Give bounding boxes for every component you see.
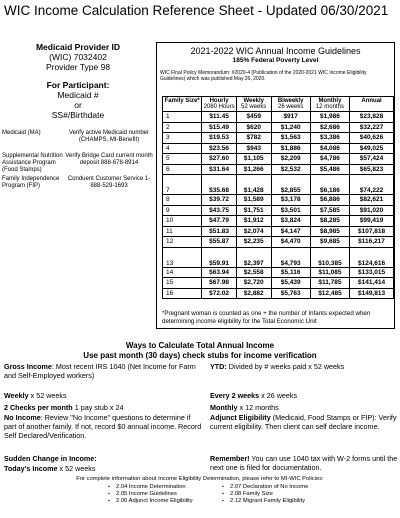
guidelines-subheading: 185% Federal Poverty Level [232, 57, 319, 64]
income-cell: $124,616 [350, 247, 394, 267]
income-guidelines-box [156, 42, 395, 329]
ways-subtitle: Use past month (30 days) check stubs for income verification [83, 351, 317, 360]
family-size-cell: 4 [163, 143, 202, 154]
program-name: Supplemental Nutrition Assistance Program (Food Stamps) [2, 153, 63, 173]
income-cell: $39.72 [202, 195, 237, 206]
income-cell: $11.45 [202, 112, 237, 123]
table-row [163, 205, 394, 216]
income-cell: $82,621 [350, 195, 394, 206]
income-cell: $1,986 [310, 112, 349, 123]
guidelines-memo: WIC Final Policy Memorandum: #2020-4 (Publication of the 2020-2021 WIC Income Eligibility Guidelines) which was published May 26, 2020. [160, 70, 367, 82]
income-cell: $2,074 [236, 226, 271, 237]
income-cell: $2,235 [236, 237, 271, 248]
income-cell: $11,085 [310, 267, 349, 278]
family-size-cell: 10 [163, 216, 202, 227]
page-title: WIC Income Calculation Reference Sheet - Updated 06/30/2021 [4, 3, 389, 18]
income-cell: $3,824 [271, 216, 310, 227]
income-cell: $11,785 [310, 278, 349, 289]
income-cell: $49,025 [350, 143, 394, 154]
income-cell: $32,227 [350, 122, 394, 133]
program-contact: Conduent Customer Service 1-888-529-1693 [67, 176, 151, 189]
ways-title: Ways to Calculate Total Annual Income [125, 341, 275, 350]
family-size-cell: 15 [163, 278, 202, 289]
family-size-cell: 13 [163, 247, 202, 267]
income-cell: $3,386 [310, 133, 349, 144]
income-cell: $1,886 [271, 143, 310, 154]
income-cell: $8,985 [310, 226, 349, 237]
income-cell: $4,086 [310, 143, 349, 154]
income-cell: $2,855 [271, 175, 310, 195]
income-cell: $2,532 [271, 164, 310, 175]
income-cell: $35.68 [202, 175, 237, 195]
income-cell: $107,818 [350, 226, 394, 237]
income-cell: $2,686 [310, 122, 349, 133]
income-cell: $15.49 [202, 122, 237, 133]
gross-income-text: Gross Income: Most recent IRS 1040 (Net Income for Farm and Self-Employed workers) [4, 362, 196, 380]
table-row [163, 133, 394, 144]
policy-item: ▪ 2.07 Declaration of No Income [222, 484, 308, 491]
income-cell: $55.87 [202, 237, 237, 248]
provider-type: Provider Type 98 [45, 62, 111, 72]
income-cell: $10,385 [310, 247, 349, 267]
todays-income-text: Today's Income x 52 weeks [4, 464, 96, 473]
income-cell: $6,186 [310, 175, 349, 195]
income-cell: $1,240 [271, 122, 310, 133]
table-row [163, 122, 394, 133]
program-contact: Verify active Medicaid number (CHAMPS, MI-Benefit) [68, 130, 150, 143]
family-size-cell: 1 [163, 112, 202, 123]
pregnancy-note: *Pregnant woman is counted as one + the number of Infants expected when determining income eligibility for the Total Economic Unit [162, 310, 371, 325]
policy-item: ▪ 2.06 Adjunct Income Eligibility [108, 498, 193, 505]
income-cell: $116,217 [350, 237, 394, 248]
contact-panel [2, 42, 154, 190]
family-size-cell: 16 [163, 288, 202, 299]
table-row [163, 278, 394, 289]
ytd-text: YTD: Divided by # weeks paid x 52 weeks [210, 362, 345, 371]
income-cell: $57,424 [350, 154, 394, 165]
family-size-cell: 11 [163, 226, 202, 237]
policy-item: ▪ 2.08 Family Size [222, 491, 308, 498]
income-cell: $4,786 [310, 154, 349, 165]
income-cell: $8,285 [310, 216, 349, 227]
income-cell: $40,626 [350, 133, 394, 144]
program-row-snap [2, 153, 154, 174]
income-cell: $51.83 [202, 226, 237, 237]
policy-list-left [108, 484, 193, 506]
income-cell: $91,020 [350, 205, 394, 216]
income-cell: $47.79 [202, 216, 237, 227]
income-cell: $1,266 [236, 164, 271, 175]
income-cell: $1,105 [236, 154, 271, 165]
column-header: Hourly 2080 Hours [203, 98, 235, 110]
income-cell: $5,486 [310, 164, 349, 175]
income-cell: $2,720 [236, 278, 271, 289]
income-cell: $2,209 [271, 154, 310, 165]
income-cell: $27.60 [202, 154, 237, 165]
income-cell: $4,793 [271, 247, 310, 267]
adjunct-eligibility-text: Adjunct Eligibility (Medicaid, Food Stamps or FIP): Verify current eligibility. Then client can self declare income. [210, 413, 397, 431]
income-cell: $67.98 [202, 278, 237, 289]
income-cell: $43.75 [202, 205, 237, 216]
table-row [163, 112, 394, 123]
table-row [163, 237, 394, 248]
participant-heading: For Participant: [46, 80, 110, 90]
program-row-fip [2, 176, 154, 190]
income-cell: $459 [236, 112, 271, 123]
provider-heading: Medicaid Provider ID [35, 42, 121, 52]
income-cell: $2,882 [236, 288, 271, 299]
participant-line3: SS#/Birthdate [51, 110, 105, 120]
table-row [163, 175, 394, 195]
column-header: Annual [350, 97, 394, 112]
program-name: Family Independence Program (FIP) [2, 176, 60, 189]
participant-line2: or [74, 100, 82, 110]
income-cell: $5,763 [271, 288, 310, 299]
policy-intro: For complete information about Income Eligibility Determination, please refer to MI-WIC Policies: [76, 476, 324, 482]
income-cell: $1,563 [271, 133, 310, 144]
table-row [163, 247, 394, 267]
table-row [163, 143, 394, 154]
income-cell: $5,439 [271, 278, 310, 289]
table-row [163, 288, 394, 299]
participant-line1: Medicaid # [57, 90, 99, 100]
table-header-row [163, 97, 394, 112]
income-cell: $23.56 [202, 143, 237, 154]
income-cell: $141,414 [350, 278, 394, 289]
policy-item: ▪ 2.05 Income Guidelines [108, 491, 193, 498]
income-cell: $3,178 [271, 195, 310, 206]
policy-item: ▪ 2.04 Income Determination [108, 484, 193, 491]
income-cell: $782 [236, 133, 271, 144]
income-cell: $9,685 [310, 237, 349, 248]
income-cell: $31.64 [202, 164, 237, 175]
program-contact: Verify Bridge Card current month deposit 888-678-8914 [65, 153, 153, 166]
table-row [163, 154, 394, 165]
family-size-cell: 8 [163, 195, 202, 206]
column-header: Family Size* [163, 97, 202, 112]
two-checks-text: 2 Checks per month 1 pay stub x 24 [4, 403, 124, 412]
income-table [162, 96, 394, 299]
income-cell: $1,751 [236, 205, 271, 216]
ways-heading [0, 341, 400, 361]
income-cell: $74,222 [350, 175, 394, 195]
column-header: Weekly 52 weeks [236, 97, 271, 112]
table-row [163, 216, 394, 227]
income-cell: $6,886 [310, 195, 349, 206]
program-name: Medicaid (MA) [2, 130, 41, 136]
family-size-cell: 2 [163, 122, 202, 133]
income-cell: $65,823 [350, 164, 394, 175]
weekly-text: Weekly x 52 weeks [4, 391, 67, 400]
no-income-text: No Income: Review "No Income" questions to determine if part of another family. If not, record $0 annual income. Record Self Declared/Verification. [4, 413, 202, 440]
table-row [163, 226, 394, 237]
income-cell: $63.94 [202, 267, 237, 278]
income-cell: $133,015 [350, 267, 394, 278]
income-cell: $1,589 [236, 195, 271, 206]
income-cell: $2,558 [236, 267, 271, 278]
provider-wic-id: (WIC) 7032402 [49, 52, 107, 62]
family-size-cell: 14 [163, 267, 202, 278]
family-size-cell: 3 [163, 133, 202, 144]
policy-list-right [222, 484, 308, 506]
income-cell: $5,116 [271, 267, 310, 278]
income-cell: $72.02 [202, 288, 237, 299]
income-cell: $1,912 [236, 216, 271, 227]
table-row [163, 164, 394, 175]
column-header: Monthly 12 months [310, 97, 349, 112]
remember-text: Remember! You can use 1040 tax with W-2 forms until the next one is filed for documentation. [210, 454, 398, 472]
income-cell: $149,813 [350, 288, 394, 299]
table-row [163, 267, 394, 278]
family-size-cell: 9 [163, 205, 202, 216]
income-cell: $7,585 [310, 205, 349, 216]
family-size-cell: 7 [163, 175, 202, 195]
income-cell: $4,470 [271, 237, 310, 248]
income-cell: $3,501 [271, 205, 310, 216]
income-cell: $59.91 [202, 247, 237, 267]
income-cell: $19.53 [202, 133, 237, 144]
family-size-cell: 12 [163, 237, 202, 248]
every-two-weeks-text: Every 2 weeks x 26 weeks [210, 391, 298, 400]
column-header: Biweekly 26 weeks [271, 97, 310, 112]
family-size-cell: 6 [163, 164, 202, 175]
family-size-cell: 5 [163, 154, 202, 165]
monthly-text: Monthly x 12 months [210, 403, 279, 412]
income-cell: $2,397 [236, 247, 271, 267]
income-cell: $23,828 [350, 112, 394, 123]
guidelines-heading: 2021-2022 WIC Annual Income Guidelines [190, 46, 361, 56]
income-cell: $99,419 [350, 216, 394, 227]
policy-item: ▪ 2.12 Migrant Family Eligibility [222, 498, 308, 505]
income-cell: $620 [236, 122, 271, 133]
table-row [163, 195, 394, 206]
program-row-medicaid [2, 130, 154, 144]
sudden-change-text: Sudden Change in Income: [4, 454, 97, 463]
income-cell: $1,428 [236, 175, 271, 195]
income-cell: $4,147 [271, 226, 310, 237]
income-cell: $943 [236, 143, 271, 154]
income-cell: $917 [271, 112, 310, 123]
income-cell: $12,485 [310, 288, 349, 299]
